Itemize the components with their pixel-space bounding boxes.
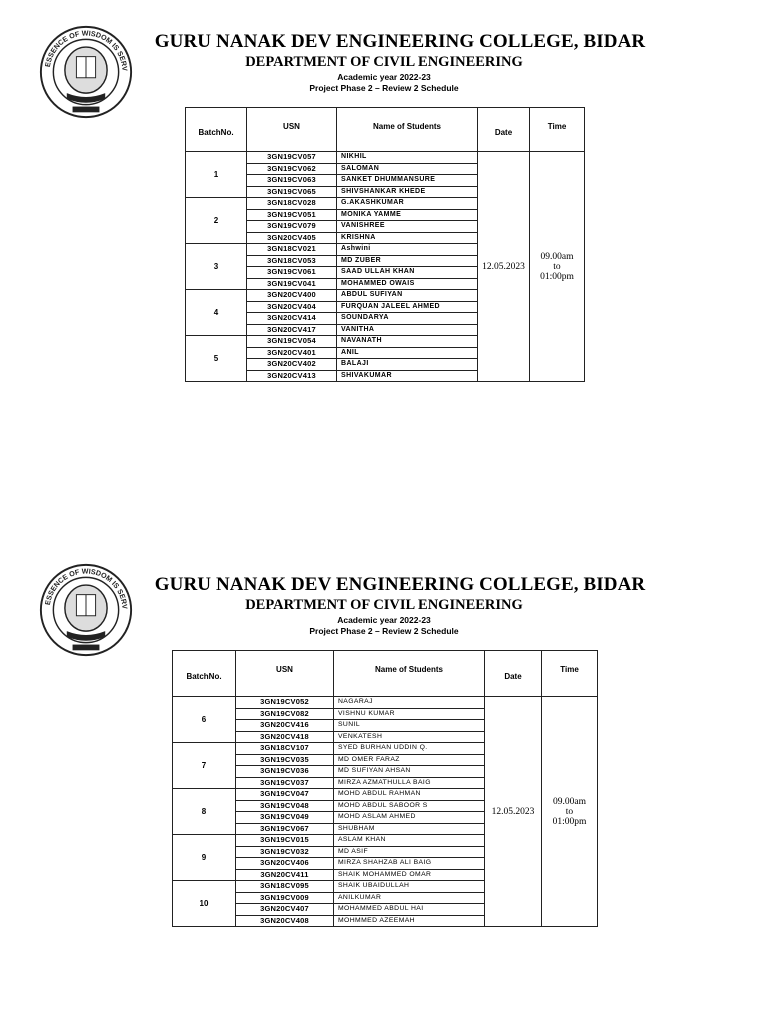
student-name: SOUNDARYA: [337, 313, 478, 325]
review-schedule-table-1: [185, 107, 585, 382]
student-name: VENKATESH: [334, 731, 485, 743]
student-name: SHIVSHANKAR KHEDE: [337, 186, 478, 198]
department-title: DEPARTMENT OF CIVIL ENGINEERING: [245, 54, 523, 70]
student-name: MIRZA AZMATHULLA BAIG: [334, 777, 485, 789]
student-name: MIRZA SHAHZAB ALI BAIG: [334, 858, 485, 870]
student-usn: 3GN19CV082: [236, 708, 334, 720]
date-header: Date: [478, 108, 530, 152]
student-name: ANIL: [337, 347, 478, 359]
student-usn: 3GN20CV411: [236, 869, 334, 881]
student-usn: 3GN19CV067: [236, 823, 334, 835]
student-name: SAAD ULLAH KHAN: [337, 267, 478, 279]
student-name: SHAIK UBAIDULLAH: [334, 881, 485, 893]
time-line: 09.00am: [553, 796, 586, 807]
student-usn: 3GN19CV009: [236, 892, 334, 904]
student-name: NIKHIL: [337, 152, 478, 164]
time-header: Time: [530, 108, 585, 152]
review-date: 12.05.2023: [478, 152, 530, 382]
student-name: KRISHNA: [337, 232, 478, 244]
student-name: MD OMER FARAZ: [334, 754, 485, 766]
student-name: FURQUAN JALEEL AHMED: [337, 301, 478, 313]
batch-header: BatchNo.: [186, 108, 247, 152]
svg-text:ESSENCE OF WISDOM IS SERVICE O: ESSENCE OF WISDOM IS SERV: [42, 28, 130, 72]
batch-number: 7: [173, 743, 236, 789]
review-time: [542, 697, 598, 927]
student-name: SYED BURHAN UDDIN Q.: [334, 743, 485, 755]
student-usn: 3GN20CV406: [236, 858, 334, 870]
student-name: MONIKA YAMME: [337, 209, 478, 221]
student-usn: 3GN20CV405: [247, 232, 337, 244]
academic-year: Academic year 2022-23: [337, 72, 431, 82]
student-usn: 3GN19CV079: [247, 221, 337, 233]
batch-number: 6: [173, 697, 236, 743]
student-usn: 3GN20CV400: [247, 290, 337, 302]
student-usn: 3GN19CV061: [247, 267, 337, 279]
student-usn: 3GN18CV095: [236, 881, 334, 893]
review-schedule-table-2: [172, 650, 598, 927]
student-usn: 3GN19CV065: [247, 186, 337, 198]
student-usn: 3GN18CV021: [247, 244, 337, 256]
student-name: MOHD ASLAM AHMED: [334, 812, 485, 824]
batch-number: 5: [186, 336, 247, 382]
time-header: Time: [542, 651, 598, 697]
student-usn: 3GN20CV414: [247, 313, 337, 325]
student-name: MD ASIF: [334, 846, 485, 858]
usn-header: USN: [247, 108, 337, 152]
time-line: 09.00am: [540, 251, 574, 262]
batch-number: 8: [173, 789, 236, 835]
student-usn: 3GN18CV053: [247, 255, 337, 267]
student-usn: 3GN20CV402: [247, 359, 337, 371]
student-name: MD SUFIYAN AHSAN: [334, 766, 485, 778]
student-name: SANKET DHUMMANSURE: [337, 175, 478, 187]
student-usn: 3GN18CV107: [236, 743, 334, 755]
student-name: VANISHREE: [337, 221, 478, 233]
date-header: Date: [485, 651, 542, 697]
student-name: SHAIK MOHAMMED OMAR: [334, 869, 485, 881]
academic-year: Academic year 2022-23: [337, 615, 431, 625]
student-usn: 3GN19CV037: [236, 777, 334, 789]
time-line: 01:00pm: [540, 271, 574, 282]
student-name: ANILKUMAR: [334, 892, 485, 904]
usn-header: USN: [236, 651, 334, 697]
student-usn: 3GN19CV052: [236, 697, 334, 709]
student-name: ASLAM KHAN: [334, 835, 485, 847]
batch-number: 4: [186, 290, 247, 336]
time-line: to: [565, 806, 574, 817]
student-usn: 3GN19CV062: [247, 163, 337, 175]
student-usn: 3GN19CV051: [247, 209, 337, 221]
batch-header: BatchNo.: [173, 651, 236, 697]
student-name: BALAJI: [337, 359, 478, 371]
student-name: SUNIL: [334, 720, 485, 732]
student-usn: 3GN20CV404: [247, 301, 337, 313]
student-name: MOHD ABDUL SABOOR S: [334, 800, 485, 812]
student-name: Ashwini: [337, 244, 478, 256]
time-line: 01:00pm: [552, 816, 587, 827]
student-name: VISHNU KUMAR: [334, 708, 485, 720]
student-usn: 3GN19CV036: [236, 766, 334, 778]
student-usn: 3GN20CV417: [247, 324, 337, 336]
student-usn: 3GN20CV413: [247, 370, 337, 382]
student-name: NAVANATH: [337, 336, 478, 348]
student-usn: 3GN19CV047: [236, 789, 334, 801]
table-row: [186, 152, 585, 164]
schedule-title: Project Phase 2 – Review 2 Schedule: [309, 626, 459, 636]
student-usn: 3GN19CV032: [236, 846, 334, 858]
student-usn: 3GN20CV401: [247, 347, 337, 359]
student-name: MOHMMED AZEEMAH: [334, 915, 485, 927]
batch-number: 1: [186, 152, 247, 198]
student-name: MOHAMMED ABDUL HAI: [334, 904, 485, 916]
batch-number: 9: [173, 835, 236, 881]
student-name: MOHD ABDUL RAHMAN: [334, 789, 485, 801]
student-name: NAGARAJ: [334, 697, 485, 709]
department-title: DEPARTMENT OF CIVIL ENGINEERING: [245, 597, 523, 613]
svg-text:ESSENCE OF WISDOM IS SERVICE O: ESSENCE OF WISDOM IS SERV: [42, 566, 130, 610]
student-name: MD ZUBER: [337, 255, 478, 267]
review-date: 12.05.2023: [485, 697, 542, 927]
student-usn: 3GN19CV063: [247, 175, 337, 187]
review-time: [530, 152, 585, 382]
batch-number: 10: [173, 881, 236, 927]
batch-number: 3: [186, 244, 247, 290]
batch-number: 2: [186, 198, 247, 244]
student-name: SHIVAKUMAR: [337, 370, 478, 382]
student-name: SALOMAN: [337, 163, 478, 175]
student-name: VANITHA: [337, 324, 478, 336]
student-usn: 3GN19CV054: [247, 336, 337, 348]
college-title: GURU NANAK DEV ENGINEERING COLLEGE, BIDAR: [154, 31, 646, 52]
name-header: Name of Students: [334, 651, 485, 697]
student-usn: 3GN20CV416: [236, 720, 334, 732]
student-name: SHUBHAM: [334, 823, 485, 835]
student-usn: 3GN19CV041: [247, 278, 337, 290]
student-usn: 3GN19CV015: [236, 835, 334, 847]
student-usn: 3GN20CV408: [236, 915, 334, 927]
student-usn: 3GN19CV035: [236, 754, 334, 766]
schedule-title: Project Phase 2 – Review 2 Schedule: [309, 83, 459, 93]
student-usn: 3GN19CV048: [236, 800, 334, 812]
college-title: GURU NANAK DEV ENGINEERING COLLEGE, BIDAR: [154, 574, 646, 595]
name-header: Name of Students: [337, 108, 478, 152]
table-row: [173, 697, 598, 709]
student-usn: 3GN20CV407: [236, 904, 334, 916]
student-name: MOHAMMED OWAIS: [337, 278, 478, 290]
student-usn: 3GN18CV028: [247, 198, 337, 210]
student-usn: 3GN19CV057: [247, 152, 337, 164]
student-usn: 3GN20CV418: [236, 731, 334, 743]
time-line: to: [553, 261, 561, 272]
student-usn: 3GN19CV049: [236, 812, 334, 824]
student-name: ABDUL SUFIYAN: [337, 290, 478, 302]
student-name: G.AKASHKUMAR: [337, 198, 478, 210]
